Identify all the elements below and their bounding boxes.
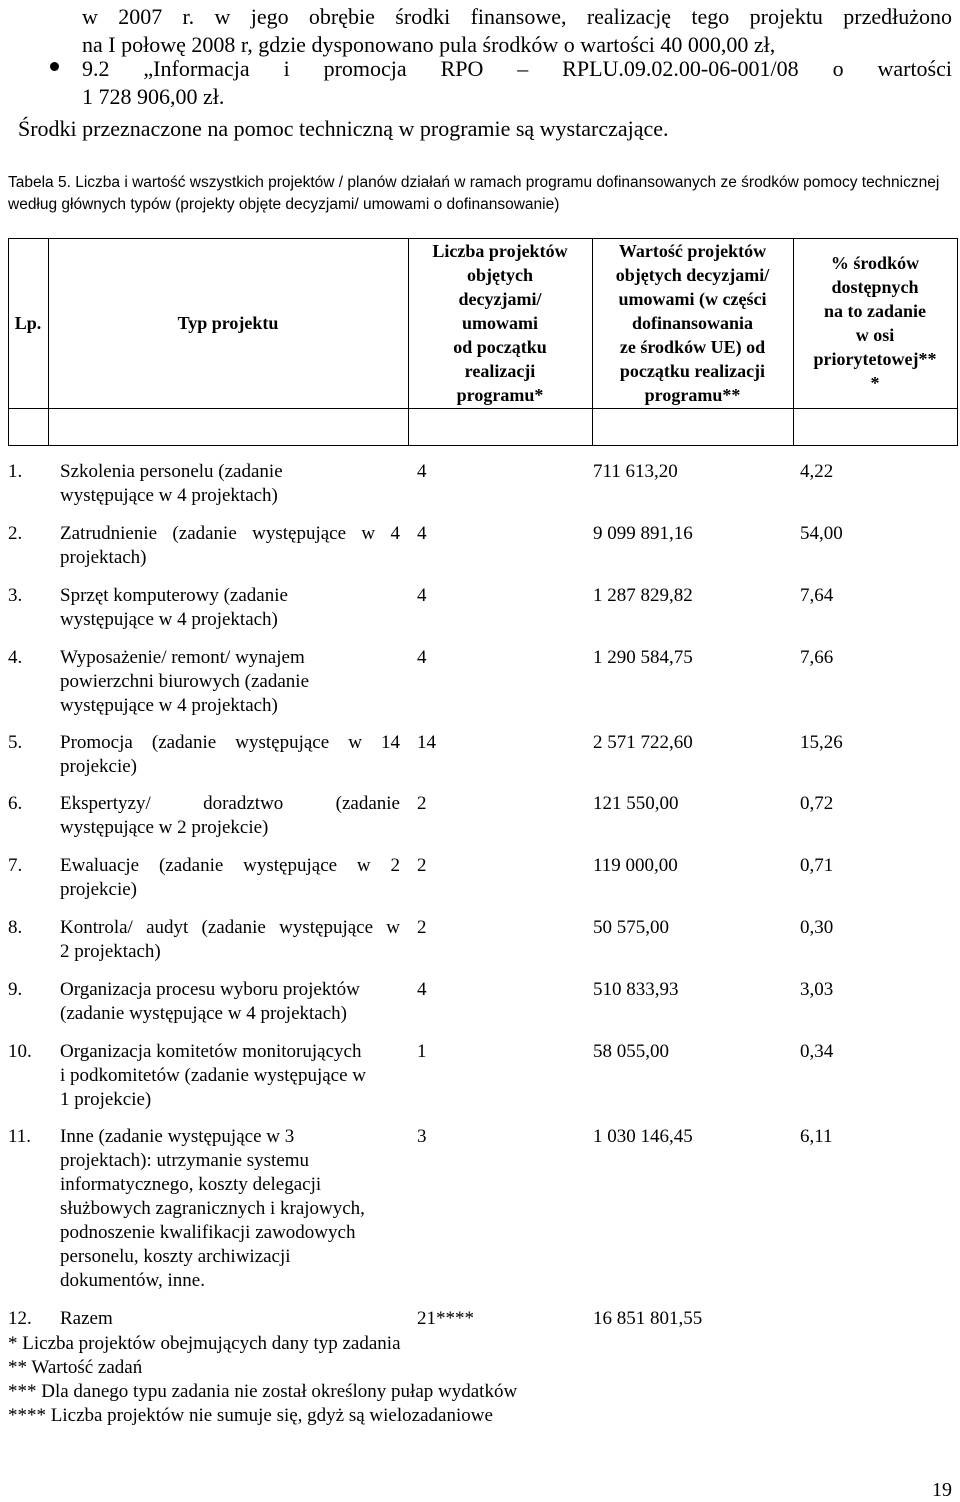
header-wartosc-line: objętych decyzjami/: [615, 265, 770, 285]
row-procent: 0,71: [800, 855, 834, 876]
row-lp: 11.: [8, 1126, 32, 1147]
row-wartosc: 58 055,00: [593, 1041, 669, 1062]
row-lp: 7.: [8, 855, 23, 876]
row-typ-line: Razem: [60, 1308, 113, 1329]
row-wartosc: 2 571 722,60: [593, 732, 693, 753]
header-liczba-line: od początku: [453, 337, 547, 357]
row-typ: [60, 584, 400, 632]
row-typ-line: projektach): utrzymanie systemu: [60, 1150, 310, 1171]
row-lp: 4.: [8, 647, 23, 668]
footnote: ** Wartość zadań: [8, 1357, 143, 1378]
row-liczba: 2: [417, 793, 427, 814]
row-wartosc: 119 000,00: [593, 855, 678, 876]
row-wartosc: 510 833,93: [593, 979, 679, 1000]
header-liczba-line: Liczba projektów: [432, 241, 568, 261]
intro-line-5: Środki przeznaczone na pomoc techniczną w programie są wystarczające.: [18, 116, 669, 141]
header-inner-rule: [8, 408, 958, 409]
header-procent: [793, 238, 957, 408]
header-wartosc-line: dofinansowania: [631, 313, 754, 333]
row-typ-line: Szkolenia personelu (zadanie: [60, 461, 283, 482]
row-typ-line: dokumentów, inne.: [60, 1270, 205, 1291]
row-liczba: 3: [417, 1126, 427, 1147]
header-procent-line: priorytetowej**: [813, 349, 937, 369]
header-wartosc-line: Wartość projektów: [618, 241, 767, 261]
row-typ-line: i podkomitetów (zadanie występujące w: [60, 1065, 367, 1086]
row-typ-line: Ewaluacje (zadanie występujące w 2: [60, 855, 400, 876]
row-wartosc: 1 290 584,75: [593, 647, 693, 668]
row-typ: [60, 916, 400, 964]
intro-line-3: 9.2 „Informacja i promocja RPO – RPLU.09.02.00-06-001/08 o wartości: [82, 56, 952, 81]
row-typ: [60, 522, 400, 570]
footnote: *** Dla danego typu zadania nie został określony pułap wydatków: [8, 1381, 518, 1402]
row-lp: 3.: [8, 585, 23, 606]
row-liczba: 2: [417, 855, 427, 876]
row-wartosc: 16 851 801,55: [593, 1308, 703, 1329]
row-typ-line: występujące w 4 projektach): [60, 609, 278, 630]
row-typ-line: służbowych zagranicznych i krajowych,: [60, 1198, 365, 1219]
row-typ: [60, 792, 400, 840]
row-typ-line: Sprzęt komputerowy (zadanie: [60, 585, 288, 606]
header-bottom-border: [8, 445, 958, 446]
header-wartosc-line: ze środków UE) od: [619, 337, 766, 357]
intro-line-1: w 2007 r. w jego obrębie środki finansowe, realizację tego projektu przedłużono: [82, 4, 952, 29]
row-liczba: 14: [417, 732, 436, 753]
row-typ-line: Kontrola/ audyt (zadanie występujące w: [60, 917, 400, 938]
row-liczba: 4: [417, 461, 427, 482]
row-typ-line: powierzchni biurowych (zadanie: [60, 671, 310, 692]
row-wartosc: 711 613,20: [593, 461, 678, 482]
header-procent-line: w osi: [855, 325, 895, 345]
row-liczba: 21****: [417, 1308, 474, 1329]
row-typ: [60, 731, 400, 779]
row-typ-line: projekcie): [60, 879, 138, 900]
row-procent: 0,30: [800, 917, 834, 938]
row-procent: 6,11: [800, 1126, 833, 1147]
footnote: * Liczba projektów obejmujących dany typ zadania: [8, 1333, 401, 1354]
row-typ-line: podnoszenie kwalifikacji zawodowych: [60, 1222, 356, 1243]
row-typ-line: Promocja (zadanie występujące w 14: [60, 732, 400, 753]
row-procent: 54,00: [800, 523, 843, 544]
row-typ-line: personelu, koszty archiwizacji: [60, 1246, 291, 1267]
intro-line-2: na I połowę 2008 r, gdzie dysponowano pula środków o wartości 40 000,00 zł,: [82, 32, 776, 57]
row-lp: 12.: [8, 1308, 32, 1329]
row-typ-line: (zadanie występujące w 4 projektach): [60, 1003, 347, 1024]
row-typ-line: Wyposażenie/ remont/ wynajem: [60, 647, 305, 668]
row-procent: 15,26: [800, 732, 843, 753]
row-lp: 8.: [8, 917, 23, 938]
row-liczba: 4: [417, 585, 427, 606]
header-procent-line: na to zadanie: [823, 301, 926, 321]
footnote: **** Liczba projektów nie sumuje się, gdyż są wielozadaniowe: [8, 1405, 493, 1426]
header-liczba-line: realizacji: [464, 361, 536, 381]
header-typ: Typ projektu: [177, 313, 279, 333]
row-wartosc: 1 287 829,82: [593, 585, 693, 606]
row-liczba: 1: [417, 1041, 427, 1062]
header-wartosc: [592, 238, 793, 408]
header-liczba-line: umowami: [461, 313, 538, 333]
row-lp: 5.: [8, 732, 23, 753]
row-procent: 0,72: [800, 793, 834, 814]
row-wartosc: 50 575,00: [593, 917, 669, 938]
row-typ-line: 1 projekcie): [60, 1089, 152, 1110]
row-typ-line: projektach): [60, 547, 147, 568]
row-typ: [60, 1040, 400, 1112]
header-procent-line: % środków: [830, 253, 920, 273]
row-liczba: 2: [417, 917, 427, 938]
row-liczba: 4: [417, 979, 427, 1000]
row-typ-line: Inne (zadanie występujące w 3: [60, 1126, 295, 1147]
row-typ-line: 2 projektach): [60, 941, 161, 962]
header-wartosc-line: początku realizacji: [619, 361, 766, 381]
row-liczba: 4: [417, 523, 427, 544]
header-lp: Lp.: [14, 313, 42, 333]
row-lp: 10.: [8, 1041, 32, 1062]
header-wartosc-line: umowami (w części: [618, 289, 767, 309]
row-procent: 3,03: [800, 979, 834, 1000]
table-header: [8, 238, 958, 446]
header-procent-line: dostępnych: [831, 277, 919, 297]
row-typ-line: występujące w 2 projekcie): [60, 817, 269, 838]
row-procent: 7,64: [800, 585, 834, 606]
row-typ: [60, 1307, 400, 1331]
row-procent: 4,22: [800, 461, 834, 482]
row-typ-line: informatycznego, koszty delegacji: [60, 1174, 322, 1195]
row-typ: [60, 460, 400, 508]
row-wartosc: 121 550,00: [593, 793, 679, 814]
row-typ-line: występujące w 4 projektach): [60, 695, 278, 716]
row-typ: [60, 854, 400, 902]
bullet-icon: [50, 62, 59, 71]
header-procent-line: *: [870, 373, 880, 393]
row-lp: 6.: [8, 793, 23, 814]
row-typ-line: projekcie): [60, 756, 138, 777]
header-liczba-line: programu*: [456, 385, 544, 405]
row-liczba: 4: [417, 647, 427, 668]
row-typ-line: Organizacja procesu wyboru projektów: [60, 979, 360, 1000]
row-lp: 1.: [8, 461, 23, 482]
row-wartosc: 1 030 146,45: [593, 1126, 693, 1147]
row-typ-line: Zatrudnienie (zadanie występujące w 4: [60, 523, 400, 544]
header-liczba-line: objętych: [466, 265, 533, 285]
header-wartosc-line: programu**: [644, 385, 741, 405]
row-lp: 2.: [8, 523, 23, 544]
row-typ-line: występujące w 4 projektach): [60, 485, 278, 506]
row-typ: [60, 1125, 400, 1293]
row-procent: 7,66: [800, 647, 834, 668]
row-typ: [60, 978, 400, 1026]
header-liczba-line: decyzjami/: [458, 289, 542, 309]
page-number: 19: [932, 1479, 952, 1501]
row-procent: 0,34: [800, 1041, 834, 1062]
row-typ-line: Organizacja komitetów monitorujących: [60, 1041, 362, 1062]
header-liczba: [408, 238, 592, 408]
header-right-border: [957, 238, 958, 446]
row-wartosc: 9 099 891,16: [593, 523, 693, 544]
row-typ: [60, 646, 400, 718]
table-caption: Tabela 5. Liczba i wartość wszystkich projektów / planów działań w ramach programu dofinansowanych ze środków pomocy technicznej według głównych typów (projekty objęte decyzjami/ umowami o dofinansowanie): [8, 174, 940, 213]
intro-line-4: 1 728 906,00 zł.: [82, 84, 225, 109]
row-lp: 9.: [8, 979, 23, 1000]
row-typ-line: Ekspertyzy/ doradztwo (zadanie: [60, 793, 400, 814]
footnotes: [8, 1332, 517, 1428]
